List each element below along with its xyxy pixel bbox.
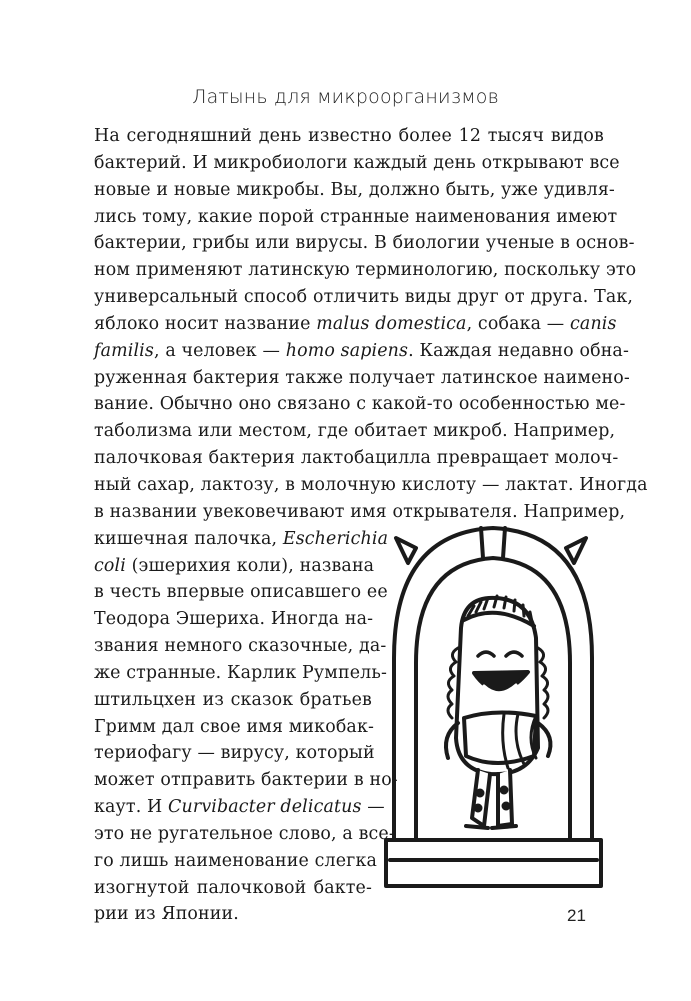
paragraph-line [94,821,395,848]
text-run: бактерий. И микробиологи каждый день открывают все [94,152,620,173]
text-run: штильцхен из сказок братьев [94,689,372,710]
paragraph-line [94,418,616,445]
latin-term: familis [94,340,154,361]
paragraph-line [94,848,377,875]
text-run: , а человек — [153,340,286,361]
paragraph-line [94,875,372,902]
paragraph-line [94,391,626,418]
text-run: (эшерихия коли), названа [125,555,375,576]
text-run: рии из Японии. [94,904,239,925]
text-run: ный сахар, лактозу, в молочную кислоту — лактат. Иногда [94,474,648,495]
paragraph-line [94,204,618,231]
paragraph-line [94,660,387,687]
text-run: же странные. Карлик Румпель- [94,662,387,683]
paragraph-line [94,526,389,553]
latin-term: malus domestica [316,313,467,334]
paragraph-line [94,633,387,660]
text-run: универсальный способ отличить виды друг от друга. Так, [94,287,634,308]
text-run: таболизма или местом, где обитает микроб. Например, [94,421,616,442]
text-run: руженная бактерия также получает латинское наимено- [94,367,630,388]
text-run: — [361,797,385,818]
latin-term: Curvibacter delicatus [168,797,362,818]
text-run: новые и новые микробы. Вы, должно быть, уже удивля- [94,179,615,200]
text-run: вание. Обычно оно связано с какой-то особенностью ме- [94,394,626,415]
paragraph-line [94,714,372,741]
page-number: 21 [567,906,586,925]
text-run: . Каждая недавно обна- [408,340,629,361]
paragraph-line [94,794,385,821]
paragraph-line [94,445,619,472]
text-run: Гримм дал свое имя микобак- [94,716,374,737]
text-run: яблоко носит название [94,313,317,334]
text-run: каут. И [94,797,169,818]
paragraph-line [94,311,617,338]
latin-term: Escherichia [282,528,389,549]
paragraph-line [94,338,629,365]
paragraph-line [94,123,604,150]
paragraph-line [94,579,388,606]
paragraph-line [94,472,648,499]
chapter-title: Латынь для микроорганизмов [192,86,499,108]
latin-term: canis [570,313,617,334]
text-run: может отправить бактерии в но- [94,770,398,791]
text-run: лись тому, какие порой странные наименования имеют [94,206,618,227]
paragraph-line [94,767,398,794]
text-run: ном применяют латинскую терминологию, поскольку это [94,260,637,281]
text-run: териофагу — вирусу, который [94,743,375,764]
text-run: кишечная палочка, [94,528,283,549]
paragraph-line [94,687,372,714]
paragraph-line [94,365,630,392]
text-run: палочковая бактерия лактобацилла превращает молоч- [94,448,619,469]
text-run: в честь впервые описавшего ее [94,582,388,603]
paragraph-line [94,901,372,928]
roman-bacterium-icon [386,508,601,891]
text-run: это не ругательное слово, а все- [94,823,395,844]
text-run: , собака — [466,313,571,334]
paragraph-line [94,740,375,767]
text-run: изогнутой палочковой бакте- [94,877,372,898]
paragraph-line [94,177,615,204]
latin-term: coli [94,555,126,576]
paragraph-line [94,553,375,580]
paragraph-line [94,150,620,177]
text-run: в названии увековечивают имя открывателя. Например, [94,501,626,522]
text-run: Теодора Эшериха. Иногда на- [94,609,374,630]
latin-term: homo sapiens [285,340,409,361]
text-run: бактерии, грибы или вирусы. В биологии ученые в основ- [94,233,635,254]
paragraph-line [94,257,637,284]
paragraph-line [94,606,372,633]
text-run: го лишь наименование слегка [94,850,377,871]
text-run: На сегодняшний день известно более 12 тысяч видов [94,126,604,146]
paragraph-line [94,230,635,257]
text-run: звания немного сказочные, да- [94,636,387,657]
roman-bacterium-illustration [386,508,601,891]
paragraph-line [94,284,634,311]
